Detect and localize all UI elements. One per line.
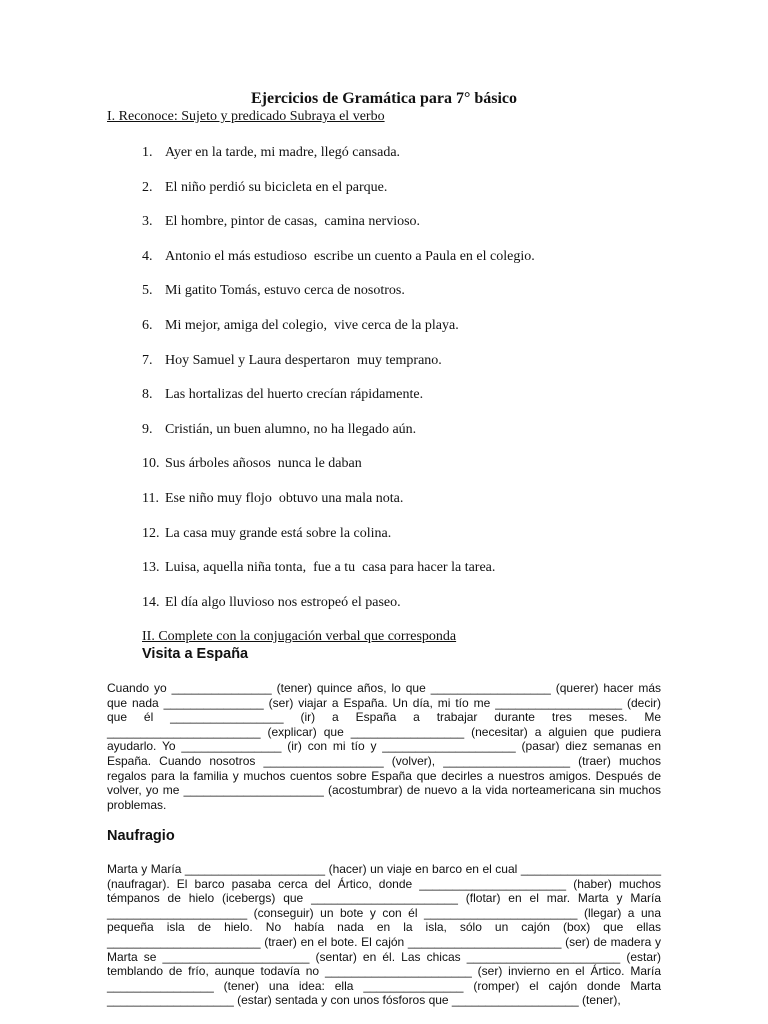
item-sentence: La casa muy grande está sobre la colina.: [165, 525, 392, 541]
list-item: [142, 180, 535, 215]
item-number: 8.: [142, 387, 153, 403]
list-item: [142, 526, 535, 561]
list-item: [142, 456, 535, 491]
item-sentence: Sus árboles añosos nunca le daban: [165, 456, 362, 472]
item-number: 10.: [142, 456, 160, 472]
story-paragraph-naufragio: Marta y María _____________________ (hacer) un viaje en barco en el cual _____________________ (naufragar). El barco pasaba cerca del Ártico, donde ______________________ (haber) muchos témpanos de hielo (icebergs) que ______________________ (flotar) en el mar. Marta y María _____________________ (conseguir) un bote y con él _______________________ (llegar) a una pequeña isla de hielo. No había nada en la isla, sólo un cajón (box) que ellas _______________________ (traer) en el bote. El cajón _______________________ (ser) de madera y Marta se ______________________ (sentar) en él. Las chicas _______________________ (estar) temblando de frío, aunque todavía no ______________________ (ser) invierno en el Ártico. María ________________ (tener) una idea: ella _______________ (romper) el cajón donde Marta ___________________ (estar) sentada y con unos fósforos que ___________________ (tener),: [107, 862, 661, 1008]
story-title-naufragio: Naufragio: [107, 828, 175, 844]
page-title: Ejercicios de Gramática para 7° básico: [250, 90, 518, 107]
list-item: [142, 249, 535, 284]
item-number: 11.: [142, 490, 159, 506]
item-number: 9.: [142, 421, 153, 437]
item-number: 2.: [142, 179, 153, 195]
item-sentence: Las hortalizas del huerto crecían rápidamente.: [165, 387, 424, 403]
section-1-heading: I. Reconoce: Sujeto y predicado Subraya el verbo: [107, 109, 385, 124]
list-item: [142, 387, 535, 422]
item-sentence: Cristián, un buen alumno, no ha llegado aún.: [165, 421, 417, 437]
item-number: 5.: [142, 283, 153, 299]
item-number: 12.: [142, 525, 160, 541]
list-item: [142, 145, 535, 180]
list-item: [142, 353, 535, 388]
item-sentence: Mi mejor, amiga del colegio, vive cerca de la playa.: [165, 317, 459, 333]
item-number: 3.: [142, 214, 153, 230]
item-sentence: Antonio el más estudioso escribe un cuento a Paula en el colegio.: [165, 248, 535, 264]
item-sentence: Ayer en la tarde, mi madre, llegó cansada.: [165, 145, 401, 160]
item-number: 7.: [142, 352, 153, 368]
list-item: [142, 491, 535, 526]
list-item: [142, 422, 535, 457]
item-number: 4.: [142, 248, 153, 264]
item-sentence: Luisa, aquella niña tonta, fue a tu casa para hacer la tarea.: [165, 560, 496, 576]
list-item: [142, 595, 535, 630]
item-sentence: Mi gatito Tomás, estuvo cerca de nosotros.: [165, 283, 405, 299]
list-item: [142, 318, 535, 353]
item-number: 6.: [142, 317, 153, 333]
item-number: 1.: [142, 145, 153, 160]
story-title-visita-a-espana: Visita a España: [142, 646, 249, 662]
item-sentence: Ese niño muy flojo obtuvo una mala nota.: [165, 490, 404, 506]
section-2-heading: II. Complete con la conjugación verbal que corresponda: [142, 629, 457, 644]
list-item: [142, 283, 535, 318]
item-sentence: El niño perdió su bicicleta en el parque.: [165, 179, 388, 195]
item-sentence: El día algo lluvioso nos estropeó el paseo.: [165, 594, 401, 610]
list-item: [142, 214, 535, 249]
item-number: 14.: [142, 594, 160, 610]
item-sentence: Hoy Samuel y Laura despertaron muy temprano.: [165, 352, 442, 368]
item-sentence: El hombre, pintor de casas, camina nervioso.: [165, 214, 421, 230]
list-item: [142, 560, 535, 595]
story-paragraph-visita-a-espana: Cuando yo _______________ (tener) quince años, lo que __________________ (querer) hacer más que nada _______________ (ser) viajar a España. Un día, mi tío me ___________________ (decir) que él _________________ (ir) a España a trabajar durante tres meses. Me _______________________ (explicar) que _________________ (necesitar) a alguien que pudiera ayudarlo. Yo _______________ (ir) con mi tío y ____________________ (pasar) diez semanas en España. Cuando nosotros __________________ (volver), ___________________ (traer) muchos regalos para la familia y muchos cuentos sobre España que decirles a nuestros amigos. Después de volver, yo me _____________________ (acostumbrar) de nuevo a la vida norteamericana sin muchos problemas.: [107, 681, 661, 812]
item-number: 13.: [142, 560, 160, 576]
exercise-list: [142, 145, 535, 629]
